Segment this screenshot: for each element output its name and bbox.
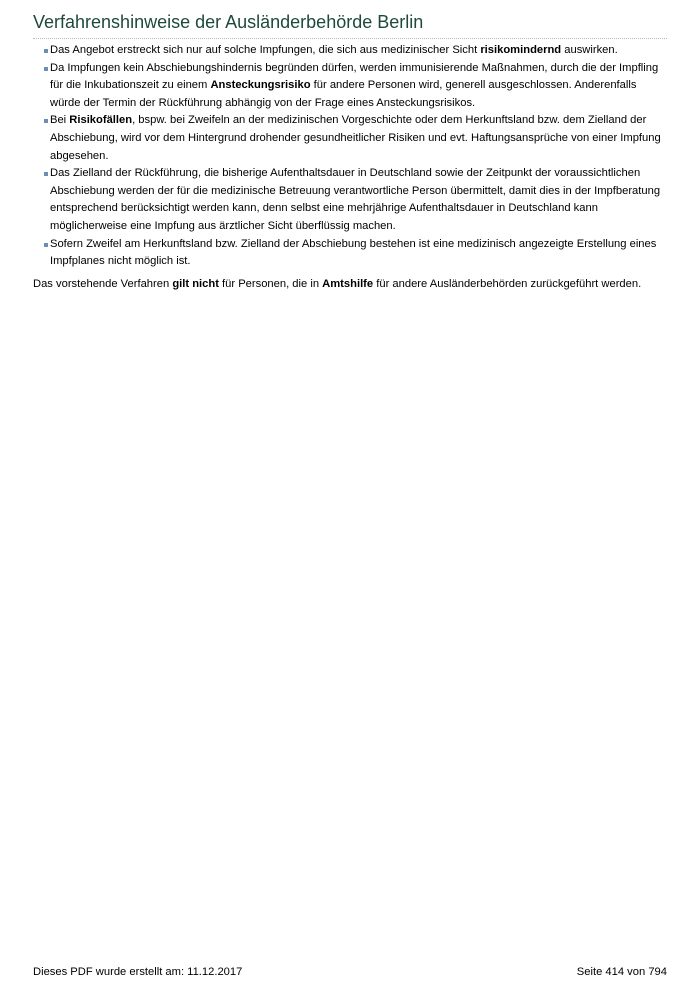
- closing-text: für andere Ausländerbehörden zurückgeführt werden.: [373, 278, 642, 290]
- list-item-text: Da Impfungen kein Abschiebungshindernis begründen dürfen, werden immunisierende Maßnahmen, durch die der Impfling für die Inkubationszeit zu einem: [50, 61, 659, 92]
- list-item: [44, 165, 670, 235]
- closing-emphasis: Amtshilfe: [322, 278, 374, 290]
- list-item: [44, 60, 670, 113]
- procedure-list: [44, 42, 670, 271]
- square-bullet-icon: [44, 67, 48, 71]
- list-item-text: Das Zielland der Rückführung, die bisherige Aufenthaltsdauer in Deutschland sowie der Zeitpunkt der voraussichtlichen Abschiebung werden der für die medizinische Betreuung verantwortliche Person übermittelt, damit dies in der Impfberatung entsprechend berücksichtigt werden kann, denn selbst eine mehrjährige Aufenthaltsdauer in Deutschland kann möglicherweise eine Impfung aus ärztlicher Sicht überflüssig machen.: [50, 167, 661, 232]
- square-bullet-icon: [44, 243, 48, 247]
- list-item-emphasis: Ansteckungsrisiko: [210, 79, 311, 92]
- closing-paragraph: [33, 276, 673, 294]
- list-item-text: Sofern Zweifel am Herkunftsland bzw. Zielland der Abschiebung bestehen ist eine medizinisch angezeigte Erstellung eines Impfplanes nicht möglich ist.: [50, 237, 657, 268]
- footer-created-date: Dieses PDF wurde erstellt am: 11.12.2017: [33, 966, 243, 978]
- list-item: [44, 236, 670, 271]
- list-item: [44, 112, 670, 165]
- list-item-text: für andere Personen wird, generell ausgeschlossen. Anderenfalls würde der Termin der Rückführung abhängig von der Frage eines Ansteckungsrisikos.: [50, 79, 637, 109]
- footer-page-number: Seite 414 von 794: [576, 966, 667, 978]
- list-item-text: , bspw. bei Zweifeln an der medizinischen Vorgeschichte oder dem Herkunftsland bzw. dem Zielland der Abschiebung, wird vor dem Hintergrund drohender gesundheitlicher Risiken und evt. Haftungsansprüche von einer Impfung abgesehen.: [50, 114, 661, 162]
- square-bullet-icon: [44, 172, 48, 176]
- page-title: Verfahrenshinweise der Ausländerbehörde Berlin: [33, 11, 667, 39]
- square-bullet-icon: [44, 49, 48, 53]
- closing-text: Das vorstehende Verfahren: [33, 278, 173, 290]
- list-item-text: Bei: [50, 114, 70, 127]
- square-bullet-icon: [44, 119, 48, 123]
- list-item-text: auswirken.: [561, 44, 618, 56]
- list-item-emphasis: risikomindernd: [480, 44, 562, 56]
- list-item-text: Das Angebot erstreckt sich nur auf solche Impfungen, die sich aus medizinischer Sicht: [50, 44, 481, 56]
- list-item: [44, 42, 670, 60]
- closing-text: für Personen, die in: [218, 278, 323, 290]
- closing-emphasis: gilt nicht: [172, 278, 219, 290]
- list-item-emphasis: Risikofällen: [69, 114, 133, 127]
